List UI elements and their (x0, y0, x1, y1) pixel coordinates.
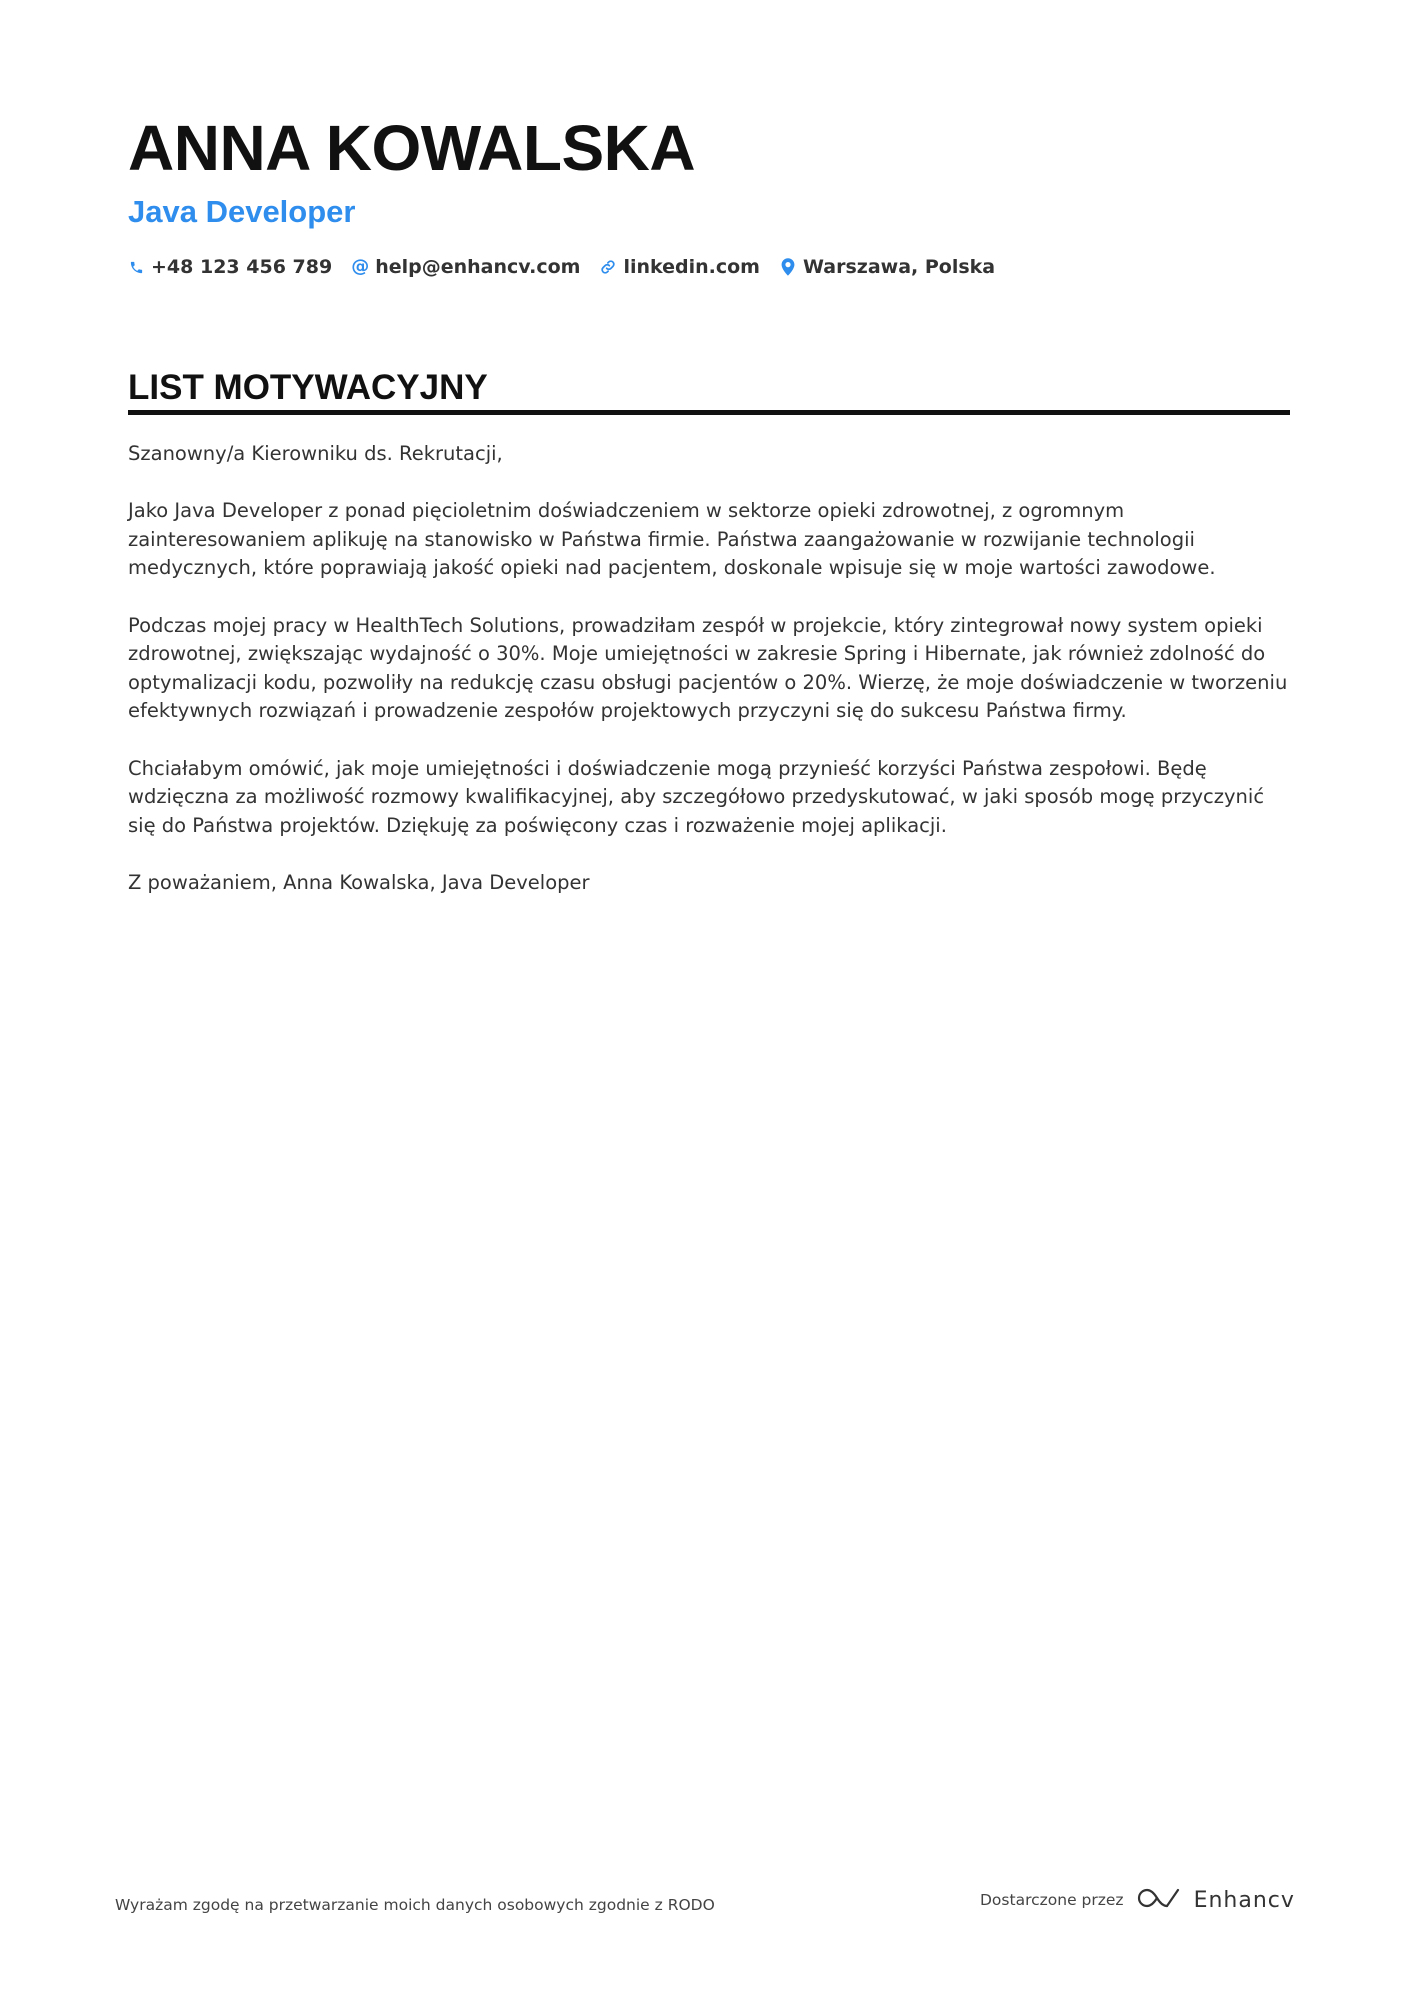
contact-email[interactable] (352, 254, 580, 280)
contact-phone (128, 254, 332, 280)
location-text: Warszawa, Polska (802, 256, 996, 278)
brand-wordmark: Enhancv (1193, 1887, 1295, 1913)
link-icon (600, 258, 616, 276)
email-text[interactable]: help@enhancv.com (375, 256, 581, 278)
section-divider (128, 410, 1290, 415)
section-title: LIST MOTYWACYJNY (128, 368, 488, 407)
letter-paragraph-2: Podczas mojej pracy w HealthTech Solutions, prowadziłam zespół w projekcie, który zintegrował nowy system opieki zdrowotnej, zwiększając wydajność o 30%. Moje umiejętności w zakresie Spring i Hibernate, jak również zdolność do optymalizacji kodu, pozwoliły na redukcję czasu obsługi pacjentów o 20%. Wierzę, że moje doświadczenie w tworzeniu efektywnych rozwiązań i prowadzenie zespołów projektowych przyczyni się do sukcesu Państwa firmy. (128, 613, 1288, 723)
contact-location (780, 254, 995, 280)
letter-body (128, 440, 1293, 926)
gdpr-consent: Wyrażam zgodę na przetwarzanie moich danych osobowych zgodnie z RODO (115, 1896, 715, 1914)
at-icon: @ (351, 256, 370, 277)
linkedin-text[interactable]: linkedin.com (623, 256, 760, 278)
location-pin-icon (780, 258, 796, 276)
job-title: Java Developer (128, 194, 356, 229)
candidate-name: ANNA KOWALSKA (128, 112, 696, 184)
provided-by-label: Dostarczone przez (980, 1891, 1124, 1909)
phone-text: +48 123 456 789 (151, 256, 333, 278)
contact-linkedin[interactable] (600, 254, 760, 280)
letter-closing: Z poważaniem, Anna Kowalska, Java Developer (128, 870, 590, 894)
enhancv-logo-icon (1136, 1886, 1182, 1914)
phone-icon (128, 258, 144, 276)
contact-bar (128, 254, 995, 280)
letter-paragraph-3: Chciałabym omówić, jak moje umiejętności i doświadczenie mogą przynieść korzyści Państwa zespołowi. Będę wdzięczna za możliwość rozmowy kwalifikacyjnej, aby szczegółowo przedyskutować, w jaki sposób mogę przyczynić się do Państwa projektów. Dziękuję za poświęcony czas i rozważenie mojej aplikacji. (128, 756, 1265, 837)
letter-greeting: Szanowny/a Kierowniku ds. Rekrutacji, (128, 442, 503, 465)
letter-paragraph-1: Jako Java Developer z ponad pięcioletnim doświadczeniem w sektorze opieki zdrowotnej, z ogromnym zainteresowaniem aplikuję na stanowisko w Państwa firmie. Państwa zaangażowanie w rozwijanie technologii medycznych, które poprawiają jakość opieki nad pacjentem, doskonale wpisuje się w moje wartości zawodowe. (128, 499, 1216, 580)
footer-brand[interactable] (980, 1886, 1295, 1914)
